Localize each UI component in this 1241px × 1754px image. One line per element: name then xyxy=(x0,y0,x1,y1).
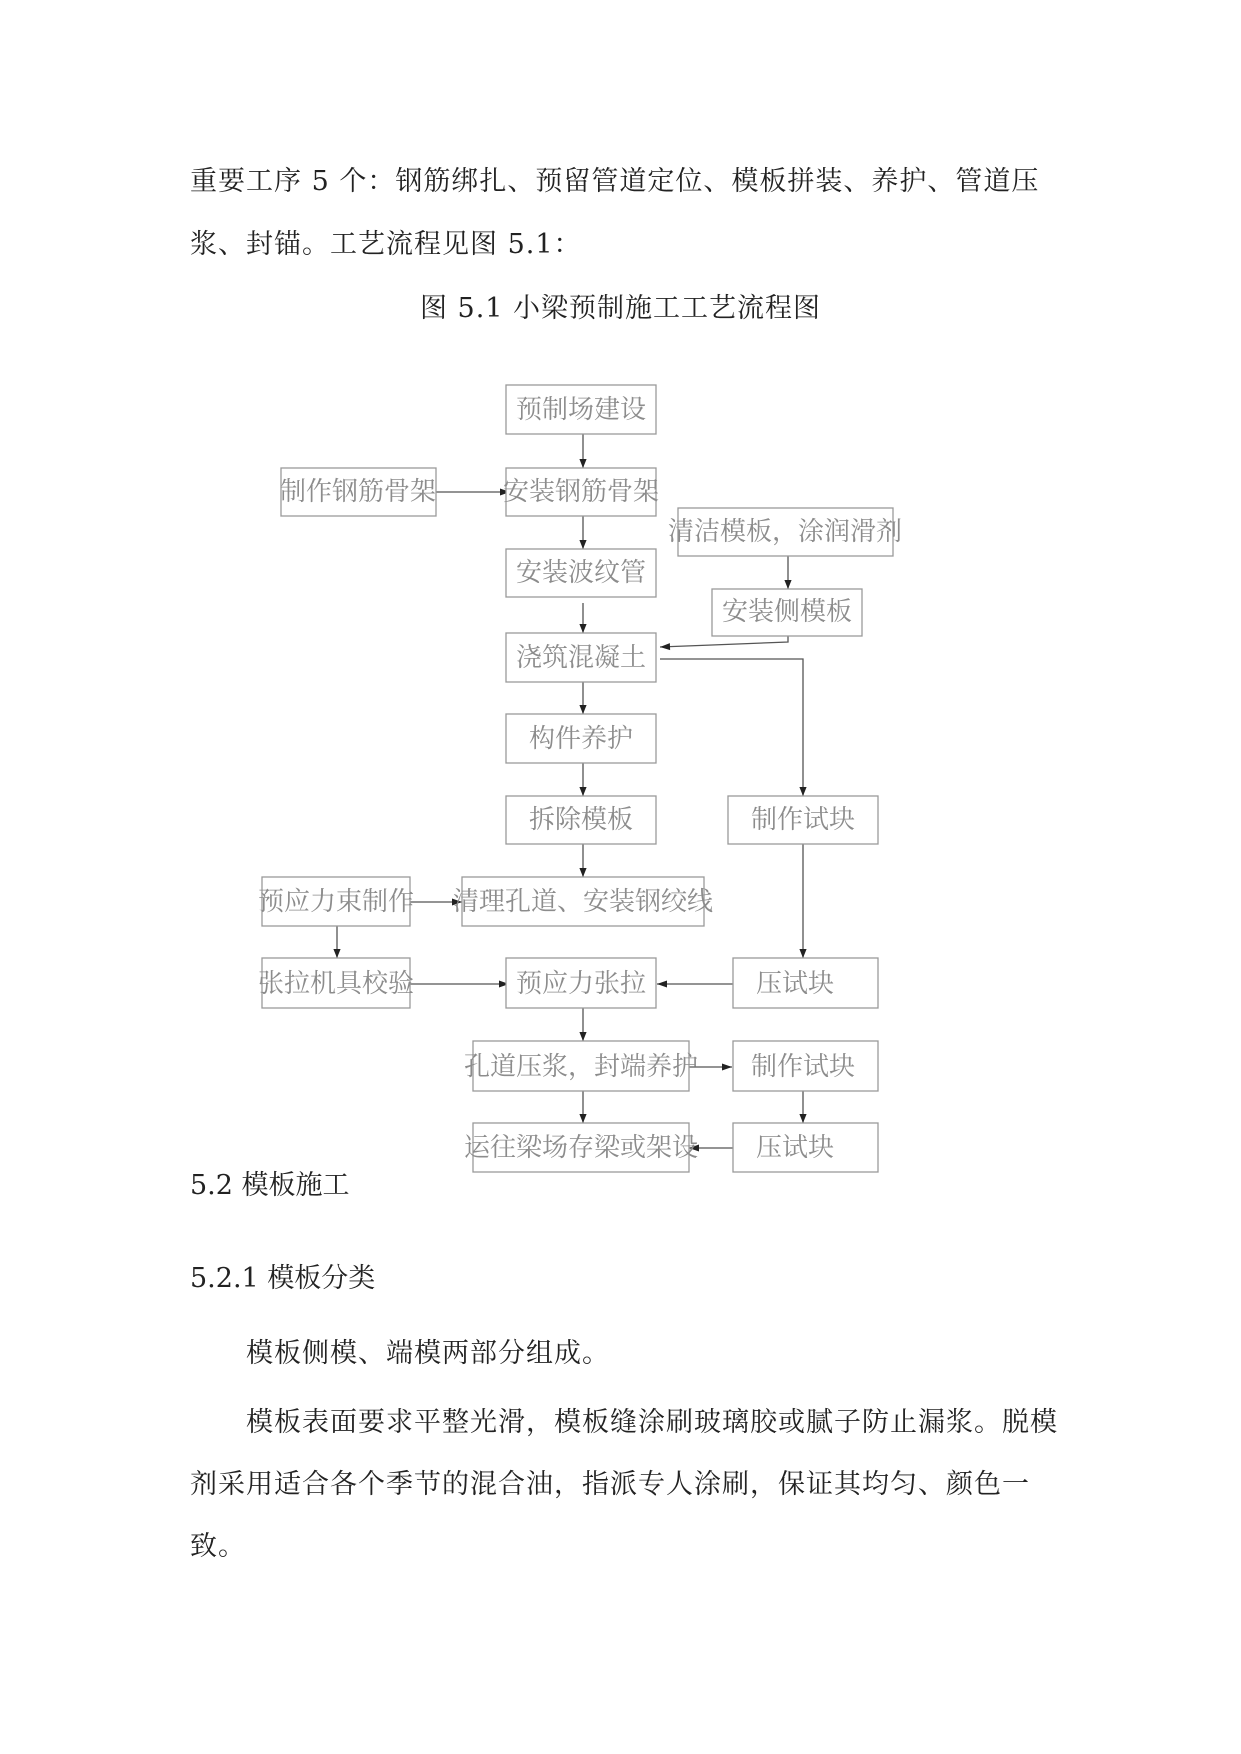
svg-text:制作钢筋骨架: 制作钢筋骨架 xyxy=(279,477,437,507)
svg-text:预制场建设: 预制场建设 xyxy=(515,395,647,425)
svg-text:孔道压浆，封端养护: 孔道压浆，封端养护 xyxy=(463,1052,699,1082)
flow-step-qingli-kongdao xyxy=(453,877,713,926)
svg-text:清洁模板，涂润滑剂: 清洁模板，涂润滑剂 xyxy=(667,517,903,547)
flow-step-chaichu-muban xyxy=(506,796,656,844)
svg-text:预应力束制作: 预应力束制作 xyxy=(257,887,415,917)
svg-text:制作试块: 制作试块 xyxy=(750,805,856,835)
flow-step-goujian-yanghu xyxy=(506,714,656,763)
flow-step-yingli-zhizuo xyxy=(258,877,414,926)
body-paragraph-1: 模板侧模、端模两部分组成。 xyxy=(246,1338,610,1369)
flow-step-yunwang xyxy=(464,1123,698,1172)
flow-step-yashikuai-2 xyxy=(733,1123,878,1172)
svg-text:清理孔道、安装钢绞线: 清理孔道、安装钢绞线 xyxy=(452,887,714,917)
intro-line-2: 浆、封锚。工艺流程见图 5.1： xyxy=(190,229,582,260)
svg-text:安装侧模板: 安装侧模板 xyxy=(721,597,853,627)
flow-step-yingli-zhangla xyxy=(506,958,656,1008)
flow-step-zhizuo-shikuai-2 xyxy=(733,1041,878,1091)
svg-text:浇筑混凝土: 浇筑混凝土 xyxy=(515,643,647,673)
svg-text:安装波纹管: 安装波纹管 xyxy=(515,558,647,588)
flow-step-zhangla-jiaoyan xyxy=(258,958,414,1008)
flow-step-zhizuo-gangjin xyxy=(280,468,436,516)
body-paragraph-2: 模板表面要求平整光滑，模板缝涂刷玻璃胶或腻子防止漏浆。脱模剂采用适合各个季节的混合油，指派专人涂刷，保证其均匀、颜色一致。 xyxy=(190,1407,1058,1562)
flow-step-anzhuang-cemo xyxy=(712,589,862,636)
section-heading-5-2: 5.2 模板施工 xyxy=(190,1170,350,1201)
svg-text:构件养护: 构件养护 xyxy=(528,724,634,754)
flow-step-qingjie-muban xyxy=(668,508,902,556)
flow-step-jiaozhu xyxy=(506,633,656,682)
flow-step-yashikuai-1 xyxy=(733,958,878,1008)
section-heading-5-2-1: 5.2.1 模板分类 xyxy=(190,1263,376,1294)
svg-text:预应力张拉: 预应力张拉 xyxy=(515,969,647,999)
flow-step-anzhuang-bowen xyxy=(506,549,656,597)
flow-step-yuzhichang xyxy=(506,385,656,434)
svg-text:压试块: 压试块 xyxy=(755,969,835,999)
flow-step-anzhuang-gangjin xyxy=(503,468,659,516)
svg-text:拆除模板: 拆除模板 xyxy=(528,805,634,835)
flow-step-zhizuo-shikuai-1 xyxy=(728,796,878,844)
svg-text:运往梁场存梁或架设: 运往梁场存梁或架设 xyxy=(463,1133,699,1163)
intro-line-1: 重要工序 5 个：钢筋绑扎、预留管道定位、模板拼装、养护、管道压 xyxy=(190,166,1040,197)
figure-caption: 图 5.1 小梁预制施工工艺流程图 xyxy=(419,293,822,324)
svg-text:压试块: 压试块 xyxy=(755,1133,835,1163)
svg-text:张拉机具校验: 张拉机具校验 xyxy=(257,969,415,999)
svg-text:安装钢筋骨架: 安装钢筋骨架 xyxy=(502,477,660,507)
flow-step-kongdao-yajiang xyxy=(464,1041,698,1091)
svg-text:制作试块: 制作试块 xyxy=(750,1052,856,1082)
